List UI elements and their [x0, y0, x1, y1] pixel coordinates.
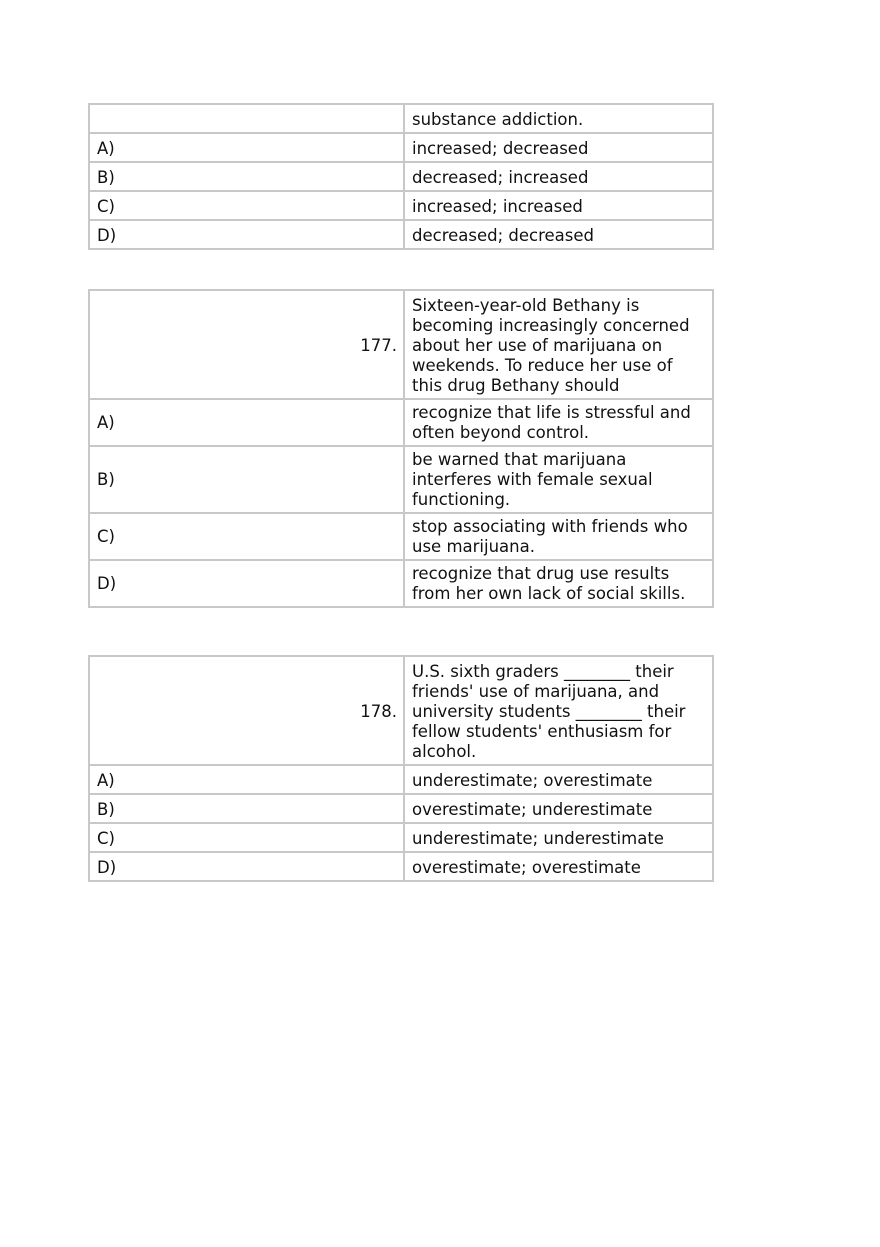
option-letter: B) — [89, 162, 404, 191]
question-number: 178. — [89, 656, 404, 765]
option-text: stop associating with friends who use marijuana. — [404, 513, 713, 560]
answer-option-row — [89, 220, 713, 249]
question-table — [88, 289, 714, 608]
option-letter: B) — [89, 446, 404, 513]
option-text: underestimate; overestimate — [404, 765, 713, 794]
option-text: increased; increased — [404, 191, 713, 220]
option-letter: C) — [89, 191, 404, 220]
option-text: decreased; increased — [404, 162, 713, 191]
option-text: overestimate; overestimate — [404, 852, 713, 881]
question-table — [88, 655, 714, 882]
option-letter: B) — [89, 794, 404, 823]
option-text: overestimate; underestimate — [404, 794, 713, 823]
option-letter: A) — [89, 133, 404, 162]
option-letter: D) — [89, 220, 404, 249]
answer-option-row — [89, 162, 713, 191]
answer-option-row — [89, 823, 713, 852]
option-letter: C) — [89, 823, 404, 852]
answer-option-row — [89, 191, 713, 220]
option-text: recognize that life is stressful and often beyond control. — [404, 399, 713, 446]
answer-option-row — [89, 399, 713, 446]
option-text: underestimate; underestimate — [404, 823, 713, 852]
option-text: recognize that drug use results from her own lack of social skills. — [404, 560, 713, 607]
answer-option-row — [89, 513, 713, 560]
option-letter: C) — [89, 513, 404, 560]
question-table — [88, 103, 714, 250]
question-number — [89, 104, 404, 133]
answer-option-row — [89, 133, 713, 162]
question-stem-row — [89, 290, 713, 399]
option-letter: D) — [89, 852, 404, 881]
question-number: 177. — [89, 290, 404, 399]
question-stem-row — [89, 104, 713, 133]
question-stem: U.S. sixth graders ________ their friends' use of marijuana, and university students ________ their fellow students' enthusiasm for alcohol. — [404, 656, 713, 765]
question-stem-row — [89, 656, 713, 765]
answer-option-row — [89, 852, 713, 881]
answer-option-row — [89, 446, 713, 513]
question-stem: Sixteen-year-old Bethany is becoming increasingly concerned about her use of marijuana on weekends. To reduce her use of this drug Bethany should — [404, 290, 713, 399]
question-stem: substance addiction. — [404, 104, 713, 133]
option-letter: D) — [89, 560, 404, 607]
option-text: be warned that marijuana interferes with female sexual functioning. — [404, 446, 713, 513]
answer-option-row — [89, 560, 713, 607]
answer-option-row — [89, 794, 713, 823]
option-text: increased; decreased — [404, 133, 713, 162]
answer-option-row — [89, 765, 713, 794]
option-text: decreased; decreased — [404, 220, 713, 249]
option-letter: A) — [89, 399, 404, 446]
option-letter: A) — [89, 765, 404, 794]
